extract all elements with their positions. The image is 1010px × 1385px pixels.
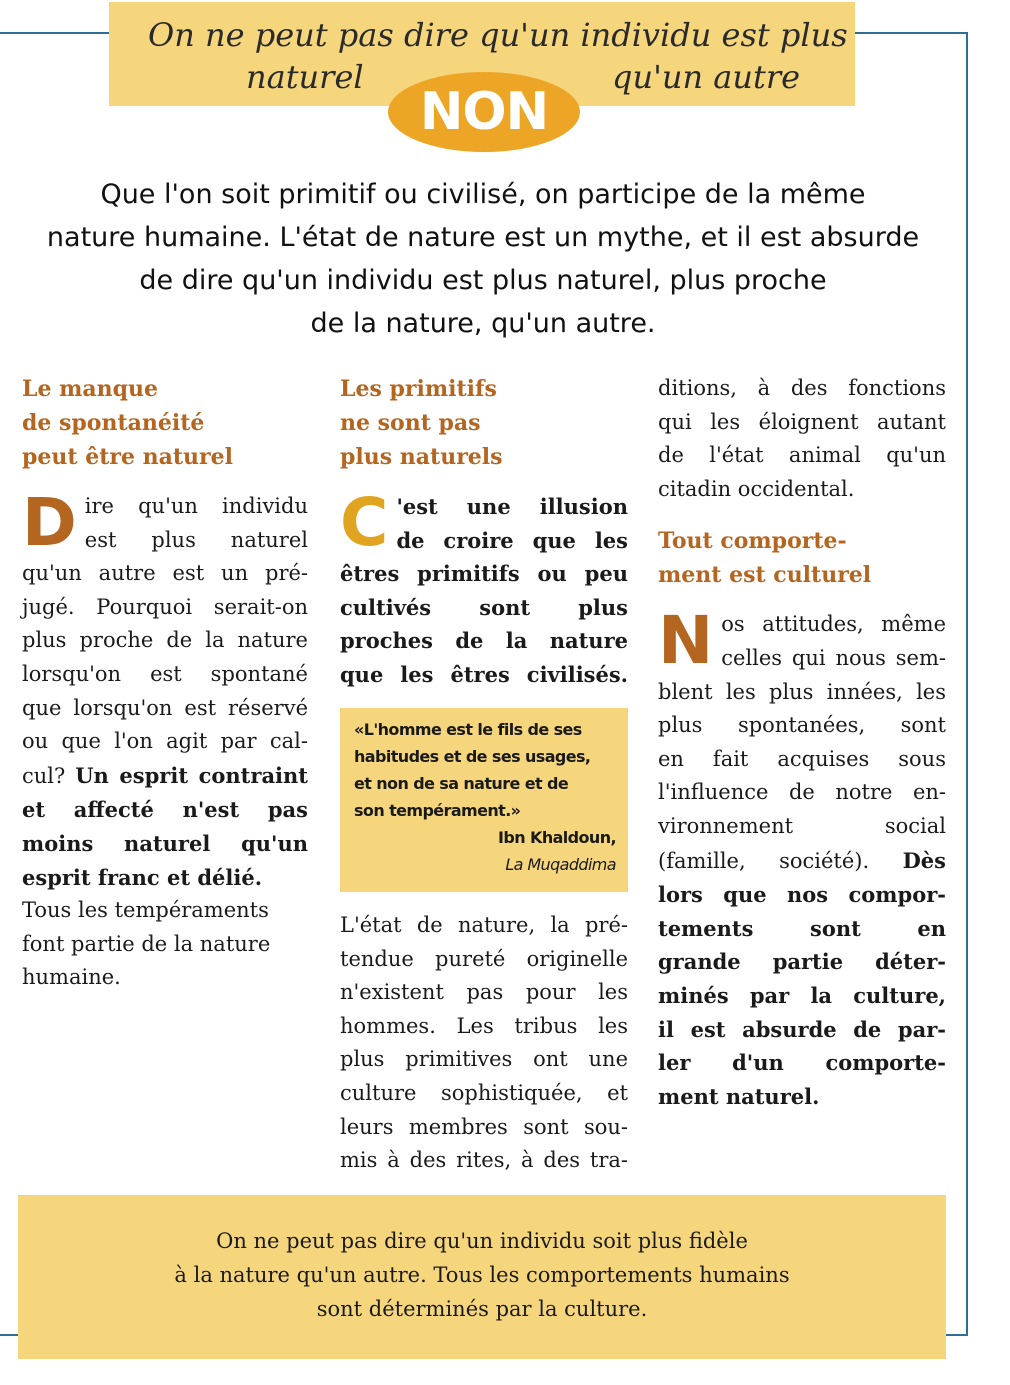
column-2-heading: Les primitifs ne sont pas plus naturels [340, 376, 503, 470]
column-3-heading: Tout comporte- ment est culturel [658, 528, 872, 589]
quote-work: La Muqaddima [505, 855, 616, 874]
drop-cap: C [340, 484, 389, 561]
conclusion-line: On ne peut pas dire qu'un individu soit plus fidèle [216, 1229, 748, 1253]
column-2-body: L'état de nature, la pré- tendue pureté originelle n'existent pas pour les hommes. Les tribus les plus primitives ont une culture sophistiquée, et leurs membres sont sou- mis à des rites, à des tra- [340, 913, 628, 1173]
conclusion-line: sont déterminés par la culture. [316, 1297, 648, 1321]
column-1-heading: Le manque de spontanéité peut être naturel [22, 376, 233, 470]
column-3: ditions, à des fonctions qui les éloignent autant de l'état animal qu'un citadin occidental. Tout comporte- ment est culturel N os attitudes, même celles qui nous sem- blent les plus innées, les plus spontanées, sont en fait acquises sous l'influence de notre en- vironnement social (famille, société). Dès lors que nos compor- tements sont en grande partie déter- minés par la culture, il est absurde de par- ler d'un comporte- ment naturel. [658, 372, 946, 1113]
quote-author: Ibn Khaldoun, [498, 828, 616, 847]
lead-line: nature humaine. L'état de nature est un mythe, et il est absurde [46, 222, 920, 253]
lead-paragraph [12, 173, 954, 345]
column-1 [22, 372, 308, 995]
lead-line: Que l'on soit primitif ou civilisé, on participe de la même [100, 179, 866, 210]
header-line-1: On ne peut pas dire qu'un individu est plus [148, 16, 848, 54]
column-2 [340, 372, 628, 692]
drop-cap: D [22, 484, 77, 561]
conclusion-line: à la nature qu'un autre. Tous les comportements humains [174, 1263, 790, 1287]
drop-cap: N [658, 602, 714, 680]
column-2-lede: C 'est une illusion de croire que les êtres primitifs ou peu cultivés sont plus proches de la nature que les êtres civilisés. [340, 484, 628, 687]
header-line-2-right: qu'un autre [612, 58, 801, 96]
header-line-2-left: naturel [246, 58, 364, 96]
column-1-body: D ire qu'un individu est plus naturel qu'un autre est un pré- jugé. Pourquoi serait-on plus proche de la nature lorsqu'on est spontané que lorsqu'on est réservé ou que l'on agit par cal- cul? Un esprit contraint et affecté n'est pas moins naturel qu'un esprit franc et délié. Tous les tempéraments font partie de la nature humaine. [22, 484, 308, 990]
lead-line: de dire qu'un individu est plus naturel, plus proche [139, 265, 827, 296]
column-3-body: N os attitudes, même celles qui nous sem- blent les plus innées, les plus spontanées, sont en fait acquises sous l'influence de notre en- vironnement social (famille, société). Dès lors que nos compor- tements sont en grande partie déter- minés par la culture, il est absurde de par- ler d'un comporte- ment naturel. [658, 602, 946, 1109]
lead-line: de la nature, qu'un autre. [310, 308, 656, 339]
quote-box [340, 708, 628, 892]
conclusion-text [18, 1224, 946, 1326]
quote-text: «L'homme est le fils de ses habitudes et de ses usages, et non de sa nature et de son tempérament.» Ibn Khaldoun, La Muqaddima [354, 716, 616, 878]
non-badge: NON [388, 72, 580, 152]
